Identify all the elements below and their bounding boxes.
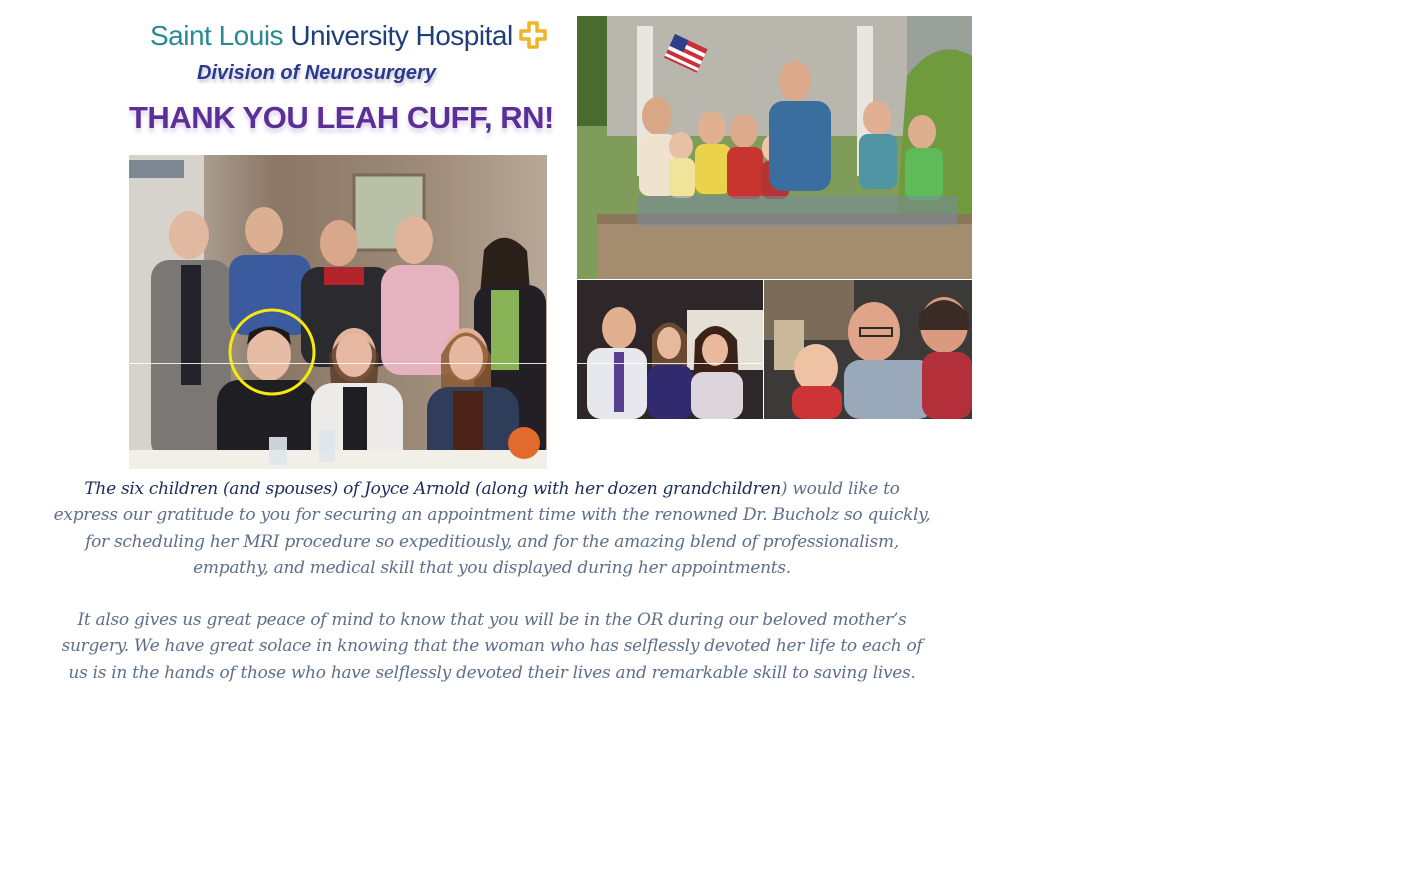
- letter-paragraph-1: [52, 476, 932, 581]
- restaurant-trio-photo: [577, 280, 763, 419]
- logo-text-saint-louis: Saint Louis: [150, 20, 291, 51]
- division-title: Division of Neurosurgery: [197, 62, 436, 84]
- hospital-logo: [150, 20, 570, 60]
- grandchildren-porch-photo: [577, 16, 972, 279]
- grandparents-baby-photo: [764, 280, 972, 419]
- letter-lead-text: The six children (and spouses) of Joyce Arnold (along with her dozen grandchildren: [84, 479, 781, 499]
- family-dinner-photo: [129, 155, 547, 469]
- thank-you-heading: THANK YOU LEAH CUFF, RN!: [129, 100, 554, 135]
- gold-cross-icon: [519, 21, 547, 53]
- letter-paragraph-2: It also gives us great peace of mind to know that you will be in the OR during our beloved mother’s surgery. We have great solace in knowing that the woman who has selflessly devoted her life to each of us is in the hands of those who have selflessly devoted their lives and remarkable skill to saving lives.: [61, 610, 923, 683]
- photo-crease-line: [577, 363, 763, 364]
- letter-paragraph-1-text: ) would like to express our gratitude to you for securing an appointment time with the renowned Dr. Bucholz so quickly, for scheduling her MRI procedure so expeditiously, and for the amazing blend of professionalism, empathy, and medical skill that you displayed during her appointments.: [53, 479, 931, 578]
- logo-text-university-hospital: University Hospital: [290, 20, 513, 51]
- photo-crease-line: [129, 363, 547, 364]
